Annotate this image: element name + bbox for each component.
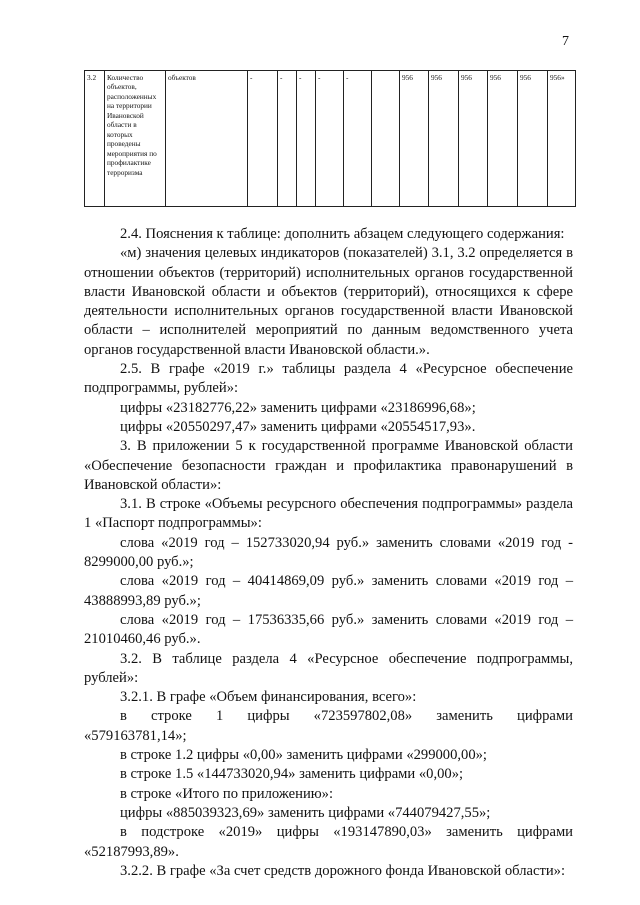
value-cell: - [297,71,316,207]
unit: объектов [166,71,248,207]
word: «723597802,08» [313,708,413,725]
paragraph: в строке «Итого по приложению»: [120,785,334,802]
word: строке [151,708,192,725]
paragraph: цифры «23182776,22» заменить цифрами «23186996,68»; [120,399,476,416]
paragraph: в строке 1.2 цифры «0,00» заменить цифрами «299000,00»; [120,747,487,764]
value-cell: 956 [488,71,518,207]
indicators-table [84,70,576,207]
table-row [85,71,576,207]
word: цифрами [517,708,573,725]
paragraph: слова «2019 год – 152733020,94 руб.» заменить словами «2019 год - 8299000,00 руб.»; [84,534,573,571]
paragraph: слова «2019 год – 17536335,66 руб.» заменить словами «2019 год – 21010460,46 руб.». [84,611,573,648]
word: цифры [247,708,290,725]
value-cell: - [316,71,344,207]
paragraph: 3.2. В таблице раздела 4 «Ресурсное обеспечение подпрограммы, рублей»: [84,650,573,686]
spread-line [84,707,573,726]
word: 1 [215,708,224,725]
paragraph: цифры «20550297,47» заменить цифрами «20554517,93». [120,418,476,435]
paragraph: «579163781,14»; [84,727,187,744]
paragraph: 3. В приложении 5 к государственной программе Ивановской области «Обеспечение безопасности граждан и профилактика правонарушений в Ивановской области»: [84,438,573,493]
paragraph: «м) значения целевых индикаторов (показателей) 3.1, 3.2 определяется в отношении объектов (территорий) исполнительных органов государственной власти Ивановской области и объектов (территорий), относящихся к сфере деятельности исполнительных органов государственной власти Ивановской области – исполнителей мероприятий по данным ведомственного учета органов государственной власти Ивановской области.». [84,245,573,358]
value-cell: 956 [518,71,548,207]
empty-cell [372,71,400,207]
paragraph: в строке 1.5 «144733020,94» заменить цифрами «0,00»; [120,766,464,783]
paragraph: слова «2019 год – 40414869,09 руб.» заменить словами «2019 год – 43888993,89 руб.»; [84,573,573,609]
paragraph: 3.2.1. В графе «Объем финансирования, всего»: [120,689,417,706]
row-number: 3.2 [85,71,105,207]
paragraph: 2.5. В графе «2019 г.» таблицы раздела 4 «Ресурсное обеспечение подпрограммы, рублей»: [84,361,573,397]
value-cell: 956 [400,71,429,207]
value-cell: - [278,71,297,207]
value-cell: 956 [459,71,488,207]
paragraph: 2.4. Пояснения к таблице: дополнить абзацем следующего содержания: [120,226,565,242]
body-text [84,225,573,881]
paragraph: 3.1. В строке «Объемы ресурсного обеспечения подпрограммы» раздела 1 «Паспорт подпрограммы»: [84,496,573,532]
paragraph: цифры «885039323,69» заменить цифрами «744079427,55»; [120,804,491,821]
value-cell: - [248,71,278,207]
value-cell: - [344,71,372,207]
page-number: 7 [562,34,569,49]
word: в [120,708,127,725]
indicator-name: Количество объектов, расположенных на территории Ивановской области в которых проведены мероприятия по профилактике терроризма [105,71,166,207]
value-cell: 956 [429,71,459,207]
paragraph: в подстроке «2019» цифры «193147890,03» заменить цифрами «52187993,89». [84,824,573,860]
value-cell: 956» [548,71,576,207]
paragraph: 3.2.2. В графе «За счет средств дорожного фонда Ивановской области»: [120,862,566,879]
word: заменить [436,708,493,725]
